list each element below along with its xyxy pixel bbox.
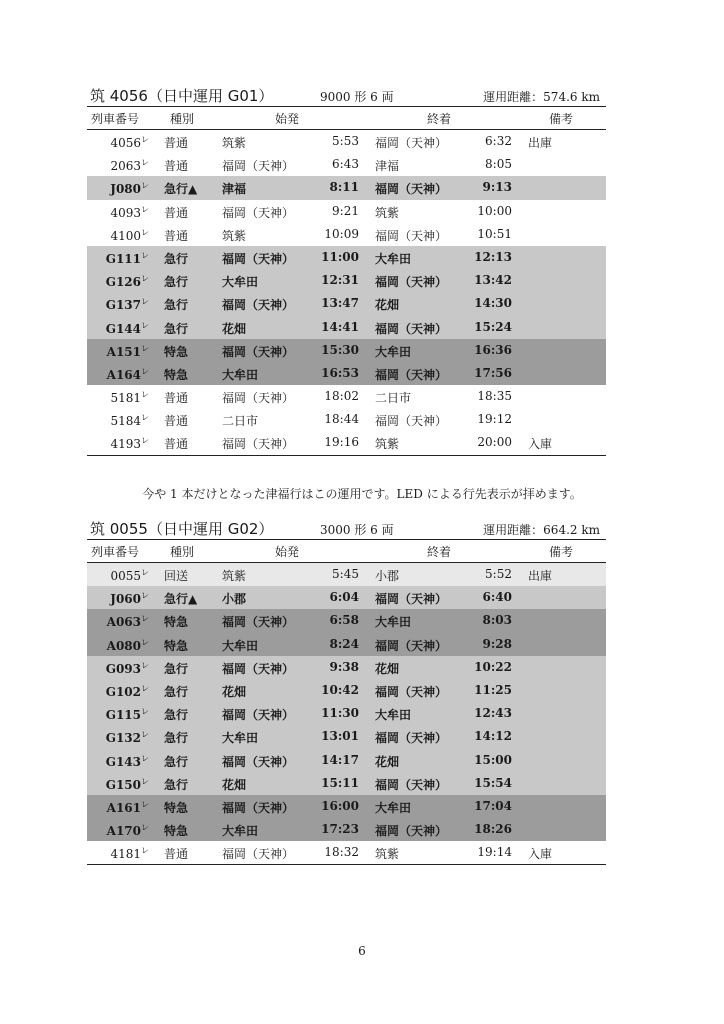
departure-time: 13:47	[321, 296, 359, 311]
departure-time: 14:17	[321, 752, 359, 767]
origin-station: 福岡（天神）	[222, 615, 295, 630]
train-number-text: G144	[105, 321, 141, 336]
train-number-text: A161	[106, 800, 141, 815]
origin-station: 花畑	[222, 777, 247, 792]
destination-station: 花畑	[375, 298, 400, 313]
train-number	[87, 157, 149, 173]
train-suffix: レ	[141, 799, 149, 809]
row-list	[87, 563, 606, 864]
arrival-time: 14:30	[474, 296, 512, 311]
column-header-row	[87, 540, 606, 563]
train-type: 普通	[164, 228, 189, 243]
train-type: 普通	[164, 159, 189, 174]
schedule-block-g02	[87, 517, 606, 865]
origin-station: 大牟田	[222, 824, 259, 839]
table-row	[87, 269, 606, 292]
bottom-rule	[87, 455, 606, 456]
table-row	[87, 362, 606, 385]
train-number	[87, 706, 149, 722]
origin-station: 筑紫	[222, 136, 247, 150]
origin-station: 大牟田	[222, 638, 259, 653]
train-number	[87, 590, 149, 606]
row-note: 入庫	[528, 437, 553, 452]
train-number-text: 5184	[110, 414, 141, 429]
table-row	[87, 292, 606, 315]
train-suffix: レ	[141, 730, 149, 740]
origin-station: 福岡（天神）	[222, 661, 295, 676]
train-number	[87, 822, 149, 838]
train-number	[87, 320, 149, 336]
departure-time: 10:09	[324, 226, 359, 241]
train-number-text: G102	[105, 684, 141, 699]
destination-station: 福岡（天神）	[375, 228, 448, 243]
train-number	[87, 273, 149, 289]
row-note: 入庫	[528, 847, 553, 862]
table-row	[87, 408, 606, 431]
train-number	[87, 845, 149, 861]
table-row	[87, 246, 606, 269]
train-number-text: 4093	[110, 205, 141, 220]
departure-time: 6:58	[329, 613, 359, 628]
train-number-text: G111	[105, 251, 141, 266]
col-type: 種別	[170, 545, 195, 559]
train-suffix: レ	[141, 707, 149, 717]
arrival-time: 15:54	[474, 775, 512, 790]
train-type: 急行	[164, 731, 189, 746]
train-number-text: G093	[105, 661, 141, 676]
destination-station: 二日市	[375, 391, 412, 406]
table-row	[87, 586, 606, 609]
block-header	[87, 84, 606, 107]
departure-time: 18:44	[324, 412, 359, 427]
table-row	[87, 702, 606, 725]
arrival-time: 17:04	[474, 798, 512, 813]
origin-station: 大牟田	[222, 731, 259, 746]
train-type: 急行	[164, 251, 189, 266]
departure-time: 6:04	[329, 590, 359, 605]
train-number	[87, 180, 149, 196]
train-type: 普通	[164, 437, 189, 452]
train-suffix: レ	[141, 390, 149, 400]
train-number-text: 4100	[110, 228, 141, 243]
train-number	[87, 435, 149, 451]
destination-station: 花畑	[375, 661, 400, 676]
arrival-time: 8:05	[485, 157, 512, 172]
table-row	[87, 431, 606, 454]
departure-time: 8:11	[329, 180, 359, 195]
row-list	[87, 130, 606, 455]
destination-station: 福岡（天神）	[375, 777, 448, 792]
block-title: 筑 0055（日中運用 G02）	[90, 520, 274, 538]
table-row	[87, 679, 606, 702]
origin-station: 筑紫	[222, 228, 247, 243]
table-row	[87, 130, 606, 153]
arrival-time: 16:36	[474, 342, 512, 357]
destination-station: 大牟田	[375, 800, 412, 815]
train-type: 急行	[164, 684, 189, 699]
train-suffix: レ	[141, 568, 149, 577]
arrival-time: 6:32	[485, 134, 512, 148]
train-number	[87, 250, 149, 266]
departure-time: 18:32	[324, 845, 359, 860]
train-suffix: レ	[141, 181, 149, 191]
col-note: 備考	[549, 545, 574, 559]
arrival-time: 19:12	[477, 412, 512, 427]
departure-time: 9:38	[329, 659, 359, 674]
origin-station: 小郡	[222, 592, 247, 607]
train-type: 普通	[164, 391, 189, 406]
table-row	[87, 316, 606, 339]
table-row	[87, 200, 606, 223]
origin-station: 花畑	[222, 321, 247, 336]
arrival-time: 12:43	[474, 706, 512, 721]
train-suffix: レ	[141, 660, 149, 670]
arrival-time: 14:12	[474, 729, 512, 744]
train-type: 急行	[164, 298, 189, 313]
arrival-time: 6:40	[482, 590, 512, 605]
bottom-rule	[87, 864, 606, 865]
train-suffix: レ	[141, 591, 149, 601]
destination-station: 福岡（天神）	[375, 136, 448, 150]
destination-station: 福岡（天神）	[375, 182, 448, 197]
origin-station: 福岡（天神）	[222, 708, 295, 723]
train-number	[87, 776, 149, 792]
train-suffix: レ	[141, 204, 149, 214]
departure-time: 13:01	[321, 729, 359, 744]
origin-station: 筑紫	[222, 569, 247, 583]
arrival-time: 15:24	[474, 319, 512, 334]
table-row	[87, 563, 606, 586]
destination-station: 大牟田	[375, 251, 412, 266]
train-number	[87, 389, 149, 405]
train-suffix: レ	[141, 158, 149, 168]
column-header-row	[87, 107, 606, 130]
train-number-text: G115	[105, 708, 141, 723]
train-number	[87, 567, 149, 583]
origin-station: 福岡（天神）	[222, 159, 295, 174]
block-formation: 9000 形 6 両	[320, 90, 394, 104]
train-type: 普通	[164, 414, 189, 429]
train-type: 急行	[164, 777, 189, 792]
origin-station: 福岡（天神）	[222, 800, 295, 815]
page-number: 6	[358, 944, 366, 958]
origin-station: 花畑	[222, 684, 247, 699]
departure-time: 17:23	[321, 822, 359, 837]
train-number	[87, 729, 149, 745]
destination-station: 福岡（天神）	[375, 824, 448, 839]
departure-time: 15:11	[321, 775, 359, 790]
table-row	[87, 795, 606, 818]
train-type: 急行	[164, 275, 189, 290]
col-destination: 終着	[427, 112, 452, 126]
destination-station: 福岡（天神）	[375, 638, 448, 653]
train-suffix: レ	[141, 776, 149, 786]
destination-station: 福岡（天神）	[375, 414, 448, 429]
departure-time: 9:21	[332, 203, 359, 218]
arrival-time: 13:42	[474, 273, 512, 288]
table-row	[87, 339, 606, 362]
origin-station: 二日市	[222, 414, 259, 429]
train-suffix: レ	[141, 343, 149, 353]
table-row	[87, 749, 606, 772]
train-number	[87, 366, 149, 382]
train-type: 特急	[164, 824, 189, 839]
train-type: 特急	[164, 367, 189, 382]
arrival-time: 18:26	[474, 822, 512, 837]
arrival-time: 10:51	[477, 226, 512, 241]
train-number-text: A164	[106, 367, 141, 382]
block-distance: 運用距離：574.6 km	[483, 90, 600, 104]
train-number-text: A080	[106, 638, 141, 653]
train-type: 急行▲	[164, 182, 198, 197]
train-number-text: A151	[106, 344, 141, 359]
departure-time: 11:30	[321, 706, 359, 721]
arrival-time: 10:22	[474, 659, 512, 674]
departure-time: 5:53	[332, 134, 359, 148]
train-number	[87, 412, 149, 428]
train-suffix: レ	[141, 135, 149, 144]
departure-time: 16:00	[321, 798, 359, 813]
train-type: 特急	[164, 344, 189, 359]
train-number-text: J060	[110, 592, 141, 607]
destination-station: 福岡（天神）	[375, 592, 448, 607]
col-type: 種別	[170, 112, 195, 126]
train-number	[87, 637, 149, 653]
departure-time: 19:16	[324, 435, 359, 450]
departure-time: 14:41	[321, 319, 359, 334]
train-number	[87, 753, 149, 769]
train-number-text: 5181	[110, 391, 141, 406]
train-number-text: 4181	[110, 847, 141, 862]
train-number-text: 2063	[110, 159, 141, 174]
col-origin: 始発	[275, 112, 300, 126]
origin-station: 津福	[222, 182, 247, 197]
destination-station: 福岡（天神）	[375, 367, 448, 382]
departure-time: 8:24	[329, 636, 359, 651]
departure-time: 5:45	[332, 567, 359, 581]
col-origin: 始発	[275, 545, 300, 559]
arrival-time: 9:13	[482, 180, 512, 195]
train-number-text: A170	[106, 824, 141, 839]
arrival-time: 11:25	[474, 682, 512, 697]
arrival-time: 20:00	[477, 435, 512, 450]
departure-time: 16:53	[321, 365, 359, 380]
destination-station: 筑紫	[375, 437, 400, 452]
col-train-no: 列車番号	[91, 112, 140, 126]
col-note: 備考	[549, 112, 574, 126]
caption-text: 今や 1 本だけとなった津福行はこの運用です。LED による行先表示が拝めます。	[142, 487, 582, 501]
train-type: 普通	[164, 847, 189, 862]
row-note: 出庫	[528, 136, 553, 150]
train-number-text: A063	[106, 615, 141, 630]
block-header	[87, 517, 606, 540]
schedule-block-g01	[87, 84, 606, 456]
arrival-time: 10:00	[477, 203, 512, 218]
table-row	[87, 841, 606, 864]
origin-station: 大牟田	[222, 275, 259, 290]
origin-station: 福岡（天神）	[222, 344, 295, 359]
table-row	[87, 385, 606, 408]
origin-station: 大牟田	[222, 367, 259, 382]
train-number	[87, 204, 149, 220]
train-number-text: 4056	[110, 136, 141, 150]
departure-time: 10:42	[321, 682, 359, 697]
departure-time: 12:31	[321, 273, 359, 288]
table-row	[87, 725, 606, 748]
train-suffix: レ	[141, 436, 149, 446]
train-suffix: レ	[141, 413, 149, 423]
train-type: 急行	[164, 708, 189, 723]
train-suffix: レ	[141, 614, 149, 624]
train-number-text: 4193	[110, 437, 141, 452]
train-type: 特急	[164, 800, 189, 815]
destination-station: 福岡（天神）	[375, 731, 448, 746]
destination-station: 津福	[375, 159, 400, 174]
destination-station: 大牟田	[375, 708, 412, 723]
block-formation: 3000 形 6 両	[320, 523, 394, 537]
origin-station: 福岡（天神）	[222, 205, 295, 220]
train-type: 急行	[164, 321, 189, 336]
train-type: 普通	[164, 205, 189, 220]
destination-station: 福岡（天神）	[375, 275, 448, 290]
arrival-time: 12:13	[474, 249, 512, 264]
train-suffix: レ	[141, 637, 149, 647]
table-row	[87, 223, 606, 246]
train-number-text: G143	[105, 754, 141, 769]
train-suffix: レ	[141, 846, 149, 856]
destination-station: 花畑	[375, 754, 400, 769]
train-number-text: G132	[105, 731, 141, 746]
departure-time: 11:00	[321, 249, 359, 264]
table-row	[87, 656, 606, 679]
table-row	[87, 772, 606, 795]
train-number-text: J080	[110, 182, 141, 197]
arrival-time: 19:14	[477, 845, 512, 860]
train-suffix: レ	[141, 320, 149, 330]
train-number	[87, 296, 149, 312]
train-suffix: レ	[141, 683, 149, 693]
destination-station: 大牟田	[375, 615, 412, 630]
arrival-time: 17:56	[474, 365, 512, 380]
train-suffix: レ	[141, 823, 149, 833]
train-type: 急行	[164, 661, 189, 676]
train-type: 急行▲	[164, 592, 198, 607]
table-row	[87, 633, 606, 656]
table-row	[87, 609, 606, 632]
train-suffix: レ	[141, 250, 149, 260]
train-number	[87, 660, 149, 676]
row-note: 出庫	[528, 569, 553, 583]
train-suffix: レ	[141, 227, 149, 237]
table-row	[87, 153, 606, 176]
train-number-text: G150	[105, 777, 141, 792]
departure-time: 6:43	[332, 157, 359, 172]
arrival-time: 15:00	[474, 752, 512, 767]
train-number-text: G137	[105, 298, 141, 313]
origin-station: 福岡（天神）	[222, 847, 295, 862]
destination-station: 大牟田	[375, 344, 412, 359]
destination-station: 筑紫	[375, 205, 400, 220]
train-type: 急行	[164, 754, 189, 769]
train-type: 回送	[164, 569, 189, 583]
destination-station: 福岡（天神）	[375, 684, 448, 699]
block-title: 筑 4056（日中運用 G01）	[90, 87, 274, 105]
train-number	[87, 134, 149, 150]
train-number	[87, 683, 149, 699]
train-number	[87, 227, 149, 243]
train-number	[87, 343, 149, 359]
table-row	[87, 818, 606, 841]
train-number	[87, 613, 149, 629]
origin-station: 福岡（天神）	[222, 437, 295, 452]
destination-station: 筑紫	[375, 847, 400, 862]
origin-station: 福岡（天神）	[222, 754, 295, 769]
origin-station: 福岡（天神）	[222, 251, 295, 266]
origin-station: 福岡（天神）	[222, 391, 295, 406]
arrival-time: 8:03	[482, 613, 512, 628]
train-suffix: レ	[141, 297, 149, 307]
block-distance: 運用距離：664.2 km	[483, 523, 600, 537]
col-train-no: 列車番号	[91, 545, 140, 559]
train-number-text: G126	[105, 275, 141, 290]
train-suffix: レ	[141, 366, 149, 376]
departure-time: 15:30	[321, 342, 359, 357]
arrival-time: 9:28	[482, 636, 512, 651]
train-type: 特急	[164, 615, 189, 630]
table-row	[87, 176, 606, 199]
train-suffix: レ	[141, 274, 149, 284]
origin-station: 福岡（天神）	[222, 298, 295, 313]
arrival-time: 5:52	[485, 567, 512, 581]
train-type: 普通	[164, 136, 189, 150]
departure-time: 18:02	[324, 389, 359, 404]
col-destination: 終着	[427, 545, 452, 559]
train-type: 特急	[164, 638, 189, 653]
train-suffix: レ	[141, 753, 149, 763]
train-number-text: 0055	[110, 569, 141, 583]
train-number	[87, 799, 149, 815]
destination-station: 福岡（天神）	[375, 321, 448, 336]
arrival-time: 18:35	[477, 389, 512, 404]
destination-station: 小郡	[375, 569, 400, 583]
